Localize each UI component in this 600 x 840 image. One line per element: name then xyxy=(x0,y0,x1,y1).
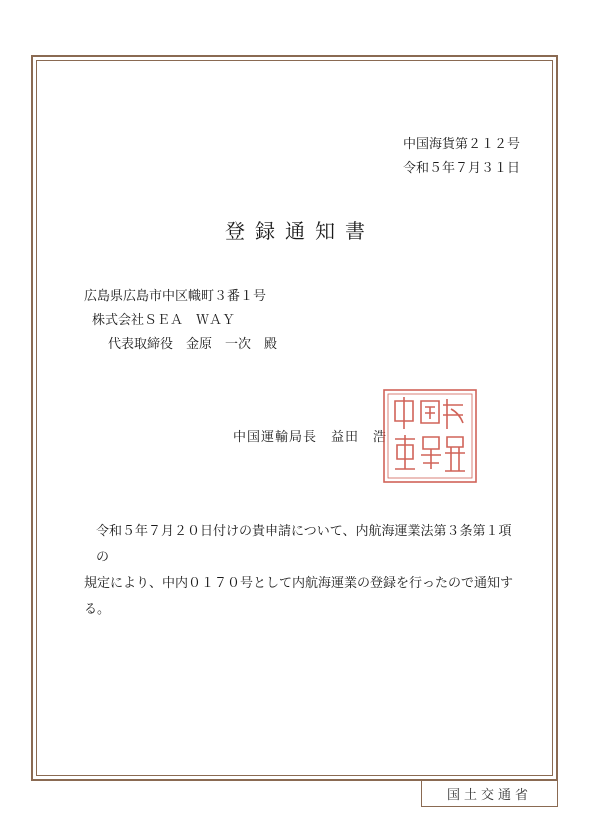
recipient-block xyxy=(84,285,277,357)
recipient-address: 広島県広島市中区幟町３番１号 xyxy=(84,289,267,304)
document-header xyxy=(403,133,520,181)
body-line-2: 規定により、中内０１７０号として内航海運業の登録を行ったので通知する。 xyxy=(84,576,514,617)
official-seal-icon xyxy=(381,387,479,485)
ministry-label: 国土交通省 xyxy=(421,781,558,807)
notification-body xyxy=(84,519,524,623)
document-number: 中国海貨第２１２号 xyxy=(402,137,520,152)
document-date: 令和５年７月３１日 xyxy=(402,161,520,176)
issuer-name: 中国運輸局長 益田 浩 xyxy=(233,430,388,445)
document-title: 登録通知書 xyxy=(225,219,375,243)
recipient-company: 株式会社ＳＥＡ ＷＡＹ xyxy=(92,313,236,328)
recipient-representative: 代表取締役 金原 一次 殿 xyxy=(108,337,278,352)
body-line-1: 令和５年７月２０日付けの貴申請について、内航海運業法第３条第１項の xyxy=(96,524,512,565)
